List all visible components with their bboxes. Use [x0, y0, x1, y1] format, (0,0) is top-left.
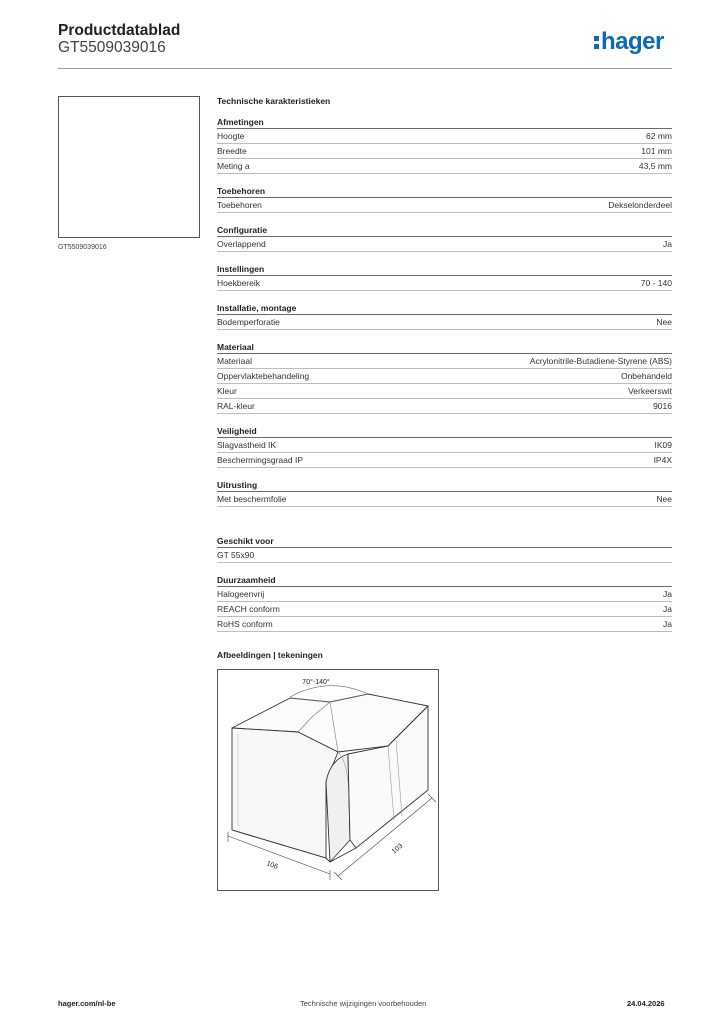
page-title: Productdatablad — [58, 22, 181, 39]
section-heading: Configuratie — [217, 224, 672, 237]
spec-label: Hoekbereik — [217, 278, 260, 288]
specs-title: Technische karakteristieken — [217, 96, 331, 106]
section-heading: Afmetingen — [217, 116, 672, 129]
spec-row — [217, 617, 672, 632]
spec-section — [217, 425, 672, 468]
spec-row — [217, 369, 672, 384]
spec-value: 70 - 140 — [640, 278, 672, 288]
dimension-label-right: 103 — [390, 842, 405, 856]
spec-section — [217, 185, 672, 213]
footer-date: 24.04.2026 — [627, 999, 665, 1008]
spec-sections — [217, 116, 672, 507]
left-face — [232, 728, 338, 858]
spec-section — [217, 574, 672, 632]
spec-row — [217, 129, 672, 144]
section-heading: Materiaal — [217, 341, 672, 354]
spec-row — [217, 492, 672, 507]
spec-label: GT 55x90 — [217, 550, 255, 560]
header-divider — [58, 68, 672, 69]
spec-label: RAL-kleur — [217, 401, 255, 411]
spec-row — [217, 399, 672, 414]
spec-value: Dekselonderdeel — [608, 200, 672, 210]
spec-section — [217, 535, 672, 563]
spec-section — [217, 479, 672, 507]
section-heading: Toebehoren — [217, 185, 672, 198]
suitable-for-section — [217, 535, 672, 563]
footer-url[interactable]: hager.com/nl-be — [58, 999, 116, 1008]
spec-label: REACH conform — [217, 604, 280, 614]
spec-row — [217, 587, 672, 602]
sustainability-section — [217, 574, 672, 632]
product-image — [58, 96, 200, 238]
footer-notice: Technische wijzigingen voorbehouden — [300, 999, 427, 1008]
spec-row — [217, 602, 672, 617]
spec-value: 62 mm — [646, 131, 672, 141]
section-heading: Veiligheid — [217, 425, 672, 438]
spec-label: Meting a — [217, 161, 250, 171]
spec-section — [217, 341, 672, 414]
spec-row — [217, 198, 672, 213]
spec-label: Beschermingsgraad IP — [217, 455, 303, 465]
spec-value: Nee — [656, 317, 672, 327]
spec-row — [217, 548, 672, 563]
spec-value: 101 mm — [641, 146, 672, 156]
spec-section — [217, 224, 672, 252]
spec-label: Met beschermfolie — [217, 494, 287, 504]
product-image-caption: GT5509039016 — [58, 244, 107, 251]
drawings-heading: Afbeeldingen | tekeningen — [217, 650, 323, 660]
drawings-section — [217, 650, 672, 660]
hager-logo — [594, 28, 664, 56]
spec-section — [217, 302, 672, 330]
spec-value: Ja — [663, 619, 672, 629]
dimension-label-left: 106 — [265, 860, 279, 871]
spec-row — [217, 276, 672, 291]
spec-label: RoHS conform — [217, 619, 273, 629]
spec-row — [217, 438, 672, 453]
spec-label: Hoogte — [217, 131, 245, 141]
spec-row — [217, 159, 672, 174]
spec-row — [217, 237, 672, 252]
section-heading: Duurzaamheid — [217, 574, 672, 587]
spec-label: Slagvastheid IK — [217, 440, 277, 450]
logo-text: hager — [601, 28, 664, 55]
spec-section — [217, 116, 672, 174]
article-number: GT5509039016 — [58, 39, 166, 56]
spec-value: Verkeerswit — [628, 386, 672, 396]
spec-row — [217, 315, 672, 330]
angle-arc — [290, 686, 368, 697]
spec-value: IP4X — [653, 455, 672, 465]
spec-label: Kleur — [217, 386, 237, 396]
corner-drawing — [218, 670, 438, 890]
spec-row — [217, 384, 672, 399]
section-heading: Uitrusting — [217, 479, 672, 492]
spacer — [217, 518, 672, 535]
section-heading: Instellingen — [217, 263, 672, 276]
spec-label: Materiaal — [217, 356, 252, 366]
spec-value: Ja — [663, 239, 672, 249]
spec-value: Nee — [656, 494, 672, 504]
spec-label: Toebehoren — [217, 200, 262, 210]
spec-value: Ja — [663, 604, 672, 614]
spec-value: Acrylonitrile-Butadiene-Styrene (ABS) — [529, 356, 672, 366]
spec-label: Overlappend — [217, 239, 266, 249]
spec-row — [217, 453, 672, 468]
technical-drawing — [217, 669, 439, 891]
spec-value: Onbehandeld — [620, 371, 672, 381]
section-heading: Installatie, montage — [217, 302, 672, 315]
spec-value: Ja — [663, 589, 672, 599]
spec-row — [217, 354, 672, 369]
spec-table — [217, 96, 672, 671]
logo-dots-icon — [594, 33, 600, 51]
spec-label: Bodemperforatie — [217, 317, 280, 327]
spec-value: 9016 — [653, 401, 672, 411]
spec-label: Halogeenvrij — [217, 589, 265, 599]
spec-section — [217, 263, 672, 291]
section-heading: Geschikt voor — [217, 535, 672, 548]
spec-label: Oppervlaktebehandeling — [217, 371, 310, 381]
spec-value: IK09 — [654, 440, 672, 450]
spec-value: 43,5 mm — [638, 161, 672, 171]
spec-row — [217, 144, 672, 159]
angle-label: 70°-140° — [302, 679, 330, 686]
spec-label: Breedte — [217, 146, 247, 156]
